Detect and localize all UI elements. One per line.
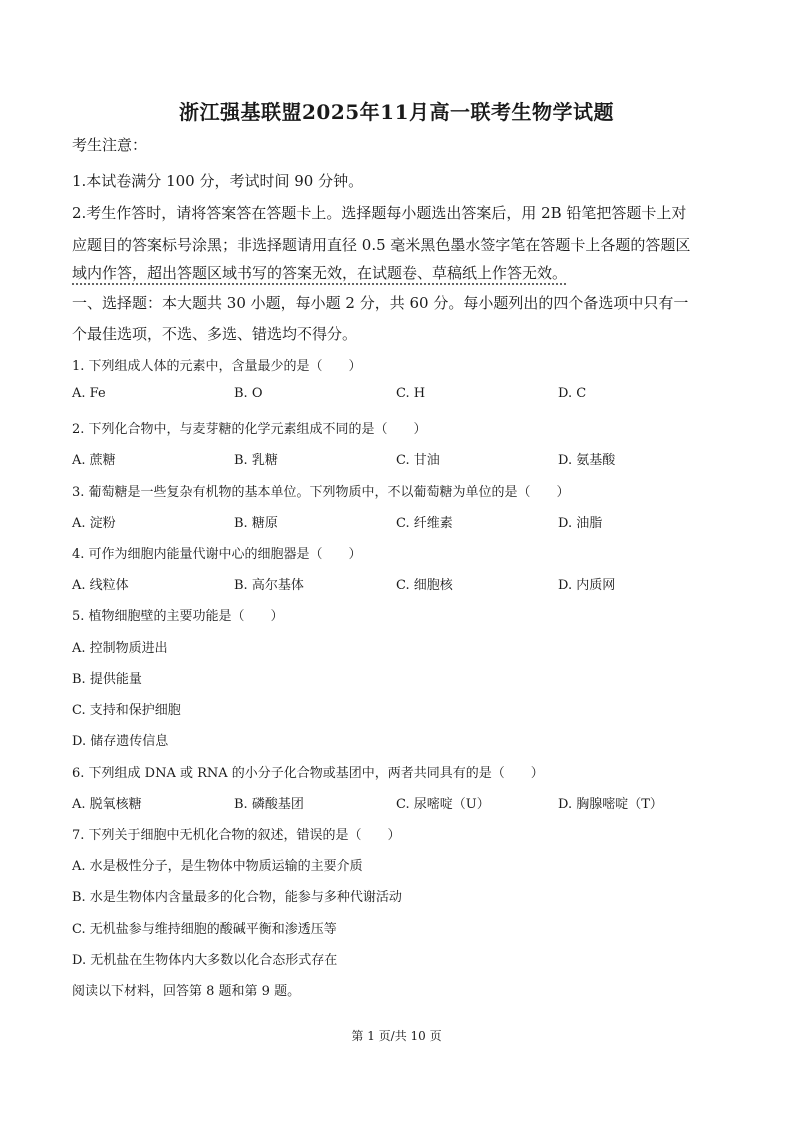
option: D. C: [558, 386, 587, 401]
option: B. 高尔基体: [234, 578, 304, 593]
option: B. 糖原: [234, 516, 278, 531]
option: C. 尿嘧啶（U）: [396, 797, 490, 812]
option: A. 淀粉: [72, 516, 116, 531]
option: B. O: [234, 386, 263, 401]
notice-item-2-line-1: 2.考生作答时，请将答案答在答题卡上。选择题每小题选出答案后，用 2B 铅笔把答题卡上对: [72, 204, 687, 222]
reading-note: 阅读以下材料，回答第 8 题和第 9 题。: [72, 984, 301, 999]
option: C. H: [396, 386, 426, 401]
option: D. 油脂: [558, 516, 603, 531]
option: C. 无机盐参与维持细胞的酸碱平衡和渗透压等: [72, 922, 337, 937]
question-6-stem: 6. 下列组成 DNA 或 RNA 的小分子化合物或基团中，两者共同具有的是（ ）: [72, 766, 544, 781]
option: C. 细胞核: [396, 578, 453, 593]
option: A. 水是极性分子，是生物体中物质运输的主要介质: [72, 859, 363, 874]
option: C. 纤维素: [396, 516, 453, 531]
option: D. 无机盐在生物体内大多数以化合态形式存在: [72, 953, 338, 968]
question-4-stem: 4. 可作为细胞内能量代谢中心的细胞器是（ ）: [72, 547, 362, 562]
notice-item-2-line-3-text: 域内作答，超出答题区域书写的答案无效，在试题卷、草稿纸上作答无效。: [72, 264, 568, 282]
option: A. 脱氧核糖: [72, 797, 142, 812]
option: B. 磷酸基团: [234, 797, 304, 812]
option: B. 水是生物体内含量最多的化合物，能参与多种代谢活动: [72, 890, 402, 905]
question-7-stem: 7. 下列关于细胞中无机化合物的叙述，错误的是（ ）: [72, 828, 401, 843]
question-3-stem: 3. 葡萄糖是一些复杂有机物的基本单位。下列物质中，不以葡萄糖为单位的是（ ）: [72, 485, 570, 500]
option: D. 内质网: [558, 578, 616, 593]
question-1-stem: 1. 下列组成人体的元素中，含量最少的是（ ）: [72, 359, 362, 374]
option: D. 胸腺嘧啶（T）: [558, 797, 663, 812]
option: C. 甘油: [396, 453, 440, 468]
option: B. 乳糖: [234, 453, 278, 468]
notice-item-2-line-2: 应题目的答案标号涂黑；非选择题请用直径 0.5 毫米黑色墨水签字笔在答题卡上各题的答题区: [72, 236, 691, 254]
option: D. 氨基酸: [558, 453, 616, 468]
exam-title: 浙江强基联盟2025年11月高一联考生物学试题: [179, 100, 614, 124]
notice-heading: 考生注意：: [72, 136, 148, 154]
option: D. 储存遗传信息: [72, 734, 169, 749]
option: A. 控制物质进出: [72, 641, 168, 656]
option: A. 线粒体: [72, 578, 129, 593]
question-5-stem: 5. 植物细胞壁的主要功能是（ ）: [72, 609, 284, 624]
question-2-stem: 2. 下列化合物中，与麦芽糖的化学元素组成不同的是（ ）: [72, 422, 427, 437]
option: A. 蔗糖: [72, 453, 116, 468]
notice-item-1: 1.本试卷满分 100 分，考试时间 90 分钟。: [72, 172, 364, 190]
option: C. 支持和保护细胞: [72, 703, 181, 718]
notice-item-2-line-3: [72, 262, 732, 283]
section-1-instructions-line-1: 一、选择题：本大题共 30 小题，每小题 2 分，共 60 分。每小题列出的四个备选项中只有一: [72, 294, 689, 312]
page-number: 第 1 页/共 10 页: [351, 1029, 442, 1043]
option: B. 提供能量: [72, 672, 142, 687]
section-1-instructions-line-2: 个最佳选项，不选、多选、错选均不得分。: [72, 325, 358, 343]
option: A. Fe: [72, 386, 106, 401]
